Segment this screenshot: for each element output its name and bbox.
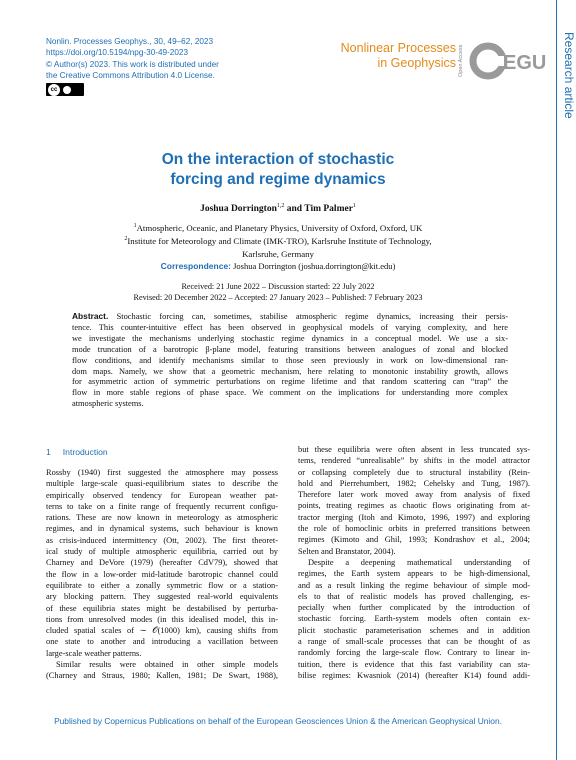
body-line: the flow in a low-order mid-latitude barotropic channel could: [46, 569, 278, 579]
body-line: randomly forcing the large-scale flow. Contrary to linear in-: [298, 648, 530, 658]
body-line: tems, rendered “unrealisable” by shifts in the model attractor: [298, 456, 530, 466]
cc-by-license-icon[interactable]: [46, 83, 84, 96]
egu-logo-text: EGU: [503, 52, 547, 74]
doi-link[interactable]: https://doi.org/10.5194/npg-30-49-2023: [46, 48, 189, 58]
body-column-right: [298, 444, 530, 681]
correspondence: [0, 261, 556, 271]
section-heading: [46, 447, 108, 457]
publisher-footer: Published by Copernicus Publications on behalf of the European Geosciences Union & the American Geophysical Union.: [54, 716, 502, 726]
journal-name-line2: in Geophysics: [377, 56, 456, 70]
open-access-label: Open Access: [458, 44, 464, 78]
dates-line: Revised: 20 December 2022 – Accepted: 27 January 2023 – Published: 7 February 2023: [133, 293, 423, 302]
body-line: of these equilibria states might be destabilised by perturba-: [46, 603, 278, 613]
body-line: empirically observed tendency for European weather pat-: [46, 490, 278, 500]
author-name: Tim Palmer: [304, 204, 353, 215]
citation-block: [46, 36, 219, 82]
body-line: regimes, and in dynamical systems, such behaviour is known: [46, 524, 278, 534]
body-column-left: [46, 467, 278, 682]
abstract-line: we investigate the mechanisms underlying stochastic regime dynamics in a conceptual model. We use a six-: [72, 333, 508, 343]
body-line: hold and Pierrehumbert, 1982; Cehelsky and Tung, 1987).: [298, 478, 530, 488]
author-name: Joshua Dorrington: [200, 204, 277, 215]
abstract-line: flow conditions, and identify mechanisms similar to those seen previously in work on low-dimensional ran-: [72, 355, 508, 365]
abstract-line: tence. This counter-intuitive effect has been observed in geophysical models of varying complexity, and here: [72, 322, 508, 332]
paper-title: [0, 150, 556, 190]
correspondence-label: Correspondence:: [160, 261, 231, 271]
cc-icon: cc: [48, 84, 60, 96]
affiliation: $^1$Atmospheric, Oceanic, and Planetary Physics, University of Oxford, Oxford, UK: [133, 222, 423, 233]
body-line: Despite a deepening mathematical understanding of: [308, 557, 530, 567]
body-line: one state to another and introducing a vacillation between: [46, 637, 278, 647]
body-line: Charney and DeVore (1979) (hereafter CdV79), showed that: [46, 558, 278, 568]
license-notice[interactable]: the Creative Commons Attribution 4.0 License.: [46, 71, 215, 81]
body-line: ary blocking pattern. They suggested real-world equivalents: [46, 592, 278, 602]
body-line: points, treating regimes as chaotic flows originating from at-: [298, 501, 530, 511]
journal-name: [341, 41, 456, 71]
publication-dates: [0, 281, 556, 303]
abstract-line: for asymmetric action of symmetric perturbations on regime lifetime and that random scattering can “trap” the: [72, 377, 508, 387]
body-line: els to that of realistic models has proved challenging, es-: [298, 591, 530, 601]
abstract-line: atmospheric systems.: [72, 399, 144, 409]
affiliations: [0, 221, 556, 260]
body-line: tractor merging (Itoh and Kimoto, 1996, 1997) and exploring: [298, 512, 530, 522]
journal-name-line1: Nonlinear Processes: [340, 41, 456, 55]
body-line: plicit stochastic parameterisation schemes and in addition: [298, 625, 530, 635]
body-line: Therefore later work moved away from analysis of fixed: [298, 490, 530, 500]
article-type-label: Research article: [562, 32, 576, 119]
body-line: regimes, the Earth system appears to be high-dimensional,: [298, 569, 530, 579]
title-line: On the interaction of stochastic: [161, 151, 395, 168]
body-line: stochastic forcing. Earth-system models often contain ex-: [298, 614, 530, 624]
correspondence-text[interactable]: Joshua Dorrington (joshua.dorrington@kit.edu): [231, 261, 396, 271]
dates-line: Received: 21 June 2022 – Discussion started: 22 July 2022: [181, 282, 375, 291]
copyright-notice: © Author(s) 2023. This work is distributed under: [46, 59, 219, 69]
body-line: Rossby (1940) first suggested the atmosphere may possess: [46, 468, 278, 477]
abstract: [72, 311, 508, 410]
body-line: as crisis-induced intermittency (Ott, 2002). The first theoret-: [46, 535, 278, 545]
body-line: terns to take on a finite range of frequently recurrent configu-: [46, 501, 278, 511]
affiliation: Karlsruhe, Germany: [242, 248, 314, 259]
body-line: Selten and Branstator, 2004).: [298, 546, 396, 556]
body-line: the role of homoclinic orbits in preferred transitions between: [298, 524, 530, 534]
attribution-icon: [63, 86, 71, 94]
author-affiliation-marker: 1,2: [276, 203, 285, 209]
section-title: Introduction: [62, 447, 108, 457]
body-line: cluded spatial scales of ∼ 𝒪(1000) km), causing shifts from: [46, 626, 278, 636]
title-line: forcing and regime dynamics: [170, 171, 386, 188]
abstract-line: dom maps. Namely, we show that a geometric mechanism, here relating to monotonic instability growth, allows: [72, 366, 508, 376]
body-line: bilise regimes: Kwasniok (2014) (hereafter K14) found addi-: [298, 670, 530, 680]
body-line: a range of small-scale processes that can be thought of as: [298, 637, 530, 647]
author-conjunction: and: [284, 204, 305, 215]
journal-citation: Nonlin. Processes Geophys., 30, 49–62, 2023: [46, 37, 214, 46]
body-line: pecially when further complicated by the introduction of: [298, 603, 530, 613]
abstract-label: Abstract.: [72, 311, 109, 321]
abstract-line: mode truncation of a barotropic β-plane model, featuring transitions between analogues of zonal and blocked: [72, 344, 508, 354]
abstract-line: flow in more stable regions of phase space. We comment on the implications for understanding more complex: [72, 388, 508, 398]
body-line: and as a result linking the regime behaviour of simple mod-: [298, 580, 530, 590]
body-line: Similar results were obtained in other simple models: [56, 660, 278, 670]
body-line: regimes (Kimoto and Ghil, 1993; Kondrashov et al., 2004;: [298, 535, 530, 545]
body-line: tuition, there is evidence that this fast variability can sta-: [298, 659, 530, 669]
body-line: ical study of multiple atmospheric equilibria, carried out by: [46, 547, 278, 557]
body-line: (Charney and Straus, 1980; Kallen, 1981; De Swart, 1988),: [46, 671, 278, 681]
body-line: rations. These are now known in meteorology as atmospheric: [46, 513, 278, 523]
body-line: but these equilibria were often absent in less truncated sys-: [298, 445, 530, 454]
egu-logo-icon: [470, 36, 547, 86]
body-line: tions from unresolved modes (in this idealised model, this in-: [46, 614, 278, 624]
section-number: 1: [46, 447, 51, 457]
author-affiliation-marker: 1: [352, 203, 356, 209]
body-line: equilibrate to either a zonally symmetric flow or a station-: [46, 580, 278, 590]
body-line: or collapsing completely due to structural instability (Rein-: [298, 467, 530, 477]
body-line: large-scale weather patterns.: [46, 648, 142, 658]
body-line: multiple large-scale quasi-equilibrium states to describe the: [46, 479, 278, 489]
affiliation: $^2$Institute for Meteorology and Climate (IMK-TRO), Karlsruhe Institute of Technology,: [124, 235, 432, 246]
author-list: [0, 203, 556, 214]
abstract-line: Abstract. Stochastic forcing can, sometimes, stabilise atmospheric regime dynamics, increasing their persis-: [72, 311, 508, 321]
